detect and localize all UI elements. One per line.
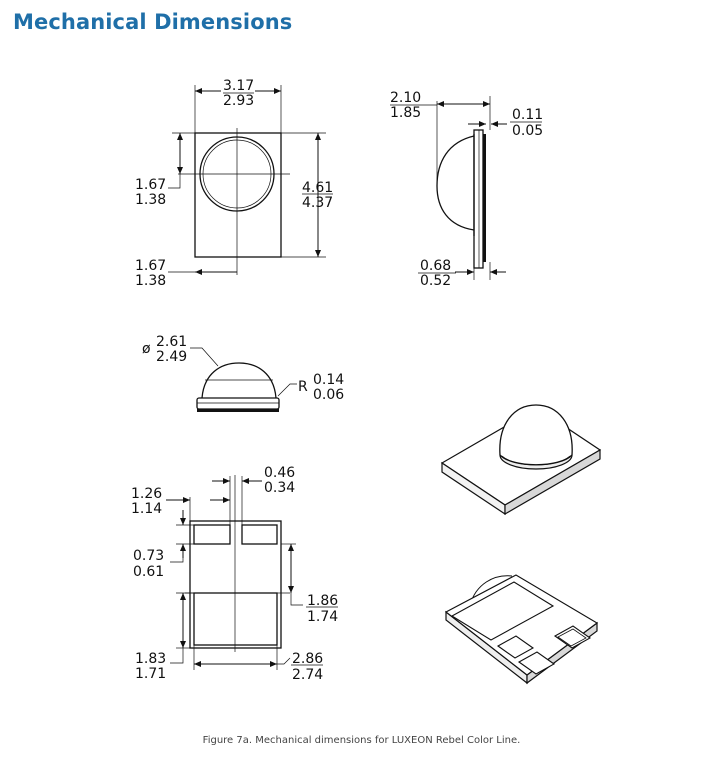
side-view-substrate bbox=[474, 130, 483, 268]
front-radius-min-label: 0.06 bbox=[313, 387, 345, 403]
bottom-view-pad-left bbox=[194, 525, 230, 544]
bottom-pad-h-max-label: 0.73 bbox=[133, 548, 165, 564]
top-view bbox=[135, 78, 333, 289]
top-width-min-label: 2.93 bbox=[223, 93, 255, 109]
front-diameter-max-label: 2.61 bbox=[156, 334, 188, 350]
side-height-min-label: 1.85 bbox=[390, 105, 422, 121]
bottom-width-min-label: 2.74 bbox=[292, 667, 324, 683]
side-base-max-label: 0.68 bbox=[420, 258, 452, 274]
front-diameter-symbol: ø bbox=[142, 341, 151, 357]
side-gap-min-label: 0.05 bbox=[512, 123, 544, 139]
isometric-bottom-view bbox=[446, 575, 597, 683]
bottom-slot-min-label: 0.34 bbox=[264, 480, 296, 496]
bottom-view-package-outline bbox=[190, 521, 281, 648]
bottom-width-max-label: 2.86 bbox=[292, 651, 324, 667]
top-height-min-label: 4.37 bbox=[302, 195, 334, 211]
side-gap-max-label: 0.11 bbox=[512, 107, 544, 123]
bottom-pad-x-max-label: 1.26 bbox=[131, 486, 163, 502]
figure-caption: Figure 7a. Mechanical dimensions for LUXEON Rebel Color Line. bbox=[202, 735, 521, 746]
top-dome-y-max-label: 1.67 bbox=[135, 177, 167, 193]
bottom-pad-x-min-label: 1.14 bbox=[131, 501, 163, 517]
bottom-view bbox=[131, 465, 338, 683]
bottom-body-h-min-label: 1.71 bbox=[135, 666, 167, 682]
bottom-body-h-max-label: 1.83 bbox=[135, 651, 167, 667]
bottom-thermal-h-max-label: 1.86 bbox=[307, 593, 339, 609]
front-view-substrate bbox=[197, 398, 279, 409]
bottom-view-thermal-pad bbox=[194, 593, 277, 645]
page-title: Mechanical Dimensions bbox=[13, 10, 293, 34]
bottom-slot-max-label: 0.46 bbox=[264, 465, 296, 481]
top-width-max-label: 3.17 bbox=[223, 78, 255, 94]
top-height-max-label: 4.61 bbox=[302, 180, 334, 196]
side-height-max-label: 2.10 bbox=[390, 90, 422, 106]
bottom-view-pad-right bbox=[242, 525, 277, 544]
front-view-dome bbox=[202, 363, 276, 398]
front-diameter-min-label: 2.49 bbox=[156, 349, 188, 365]
isometric-top-view bbox=[442, 405, 600, 514]
bottom-pad-h-min-label: 0.61 bbox=[133, 564, 165, 580]
top-dome-x-max-label: 1.67 bbox=[135, 258, 167, 274]
isometric-dome bbox=[500, 405, 572, 465]
front-radius-symbol: R bbox=[298, 379, 308, 395]
side-view bbox=[390, 90, 543, 289]
front-view bbox=[142, 334, 344, 412]
top-dome-y-min-label: 1.38 bbox=[135, 192, 167, 208]
front-radius-max-label: 0.14 bbox=[313, 372, 345, 388]
side-base-min-label: 0.52 bbox=[420, 273, 452, 289]
bottom-thermal-h-min-label: 1.74 bbox=[307, 609, 339, 625]
top-dome-x-min-label: 1.38 bbox=[135, 273, 167, 289]
side-view-dome bbox=[437, 136, 474, 230]
